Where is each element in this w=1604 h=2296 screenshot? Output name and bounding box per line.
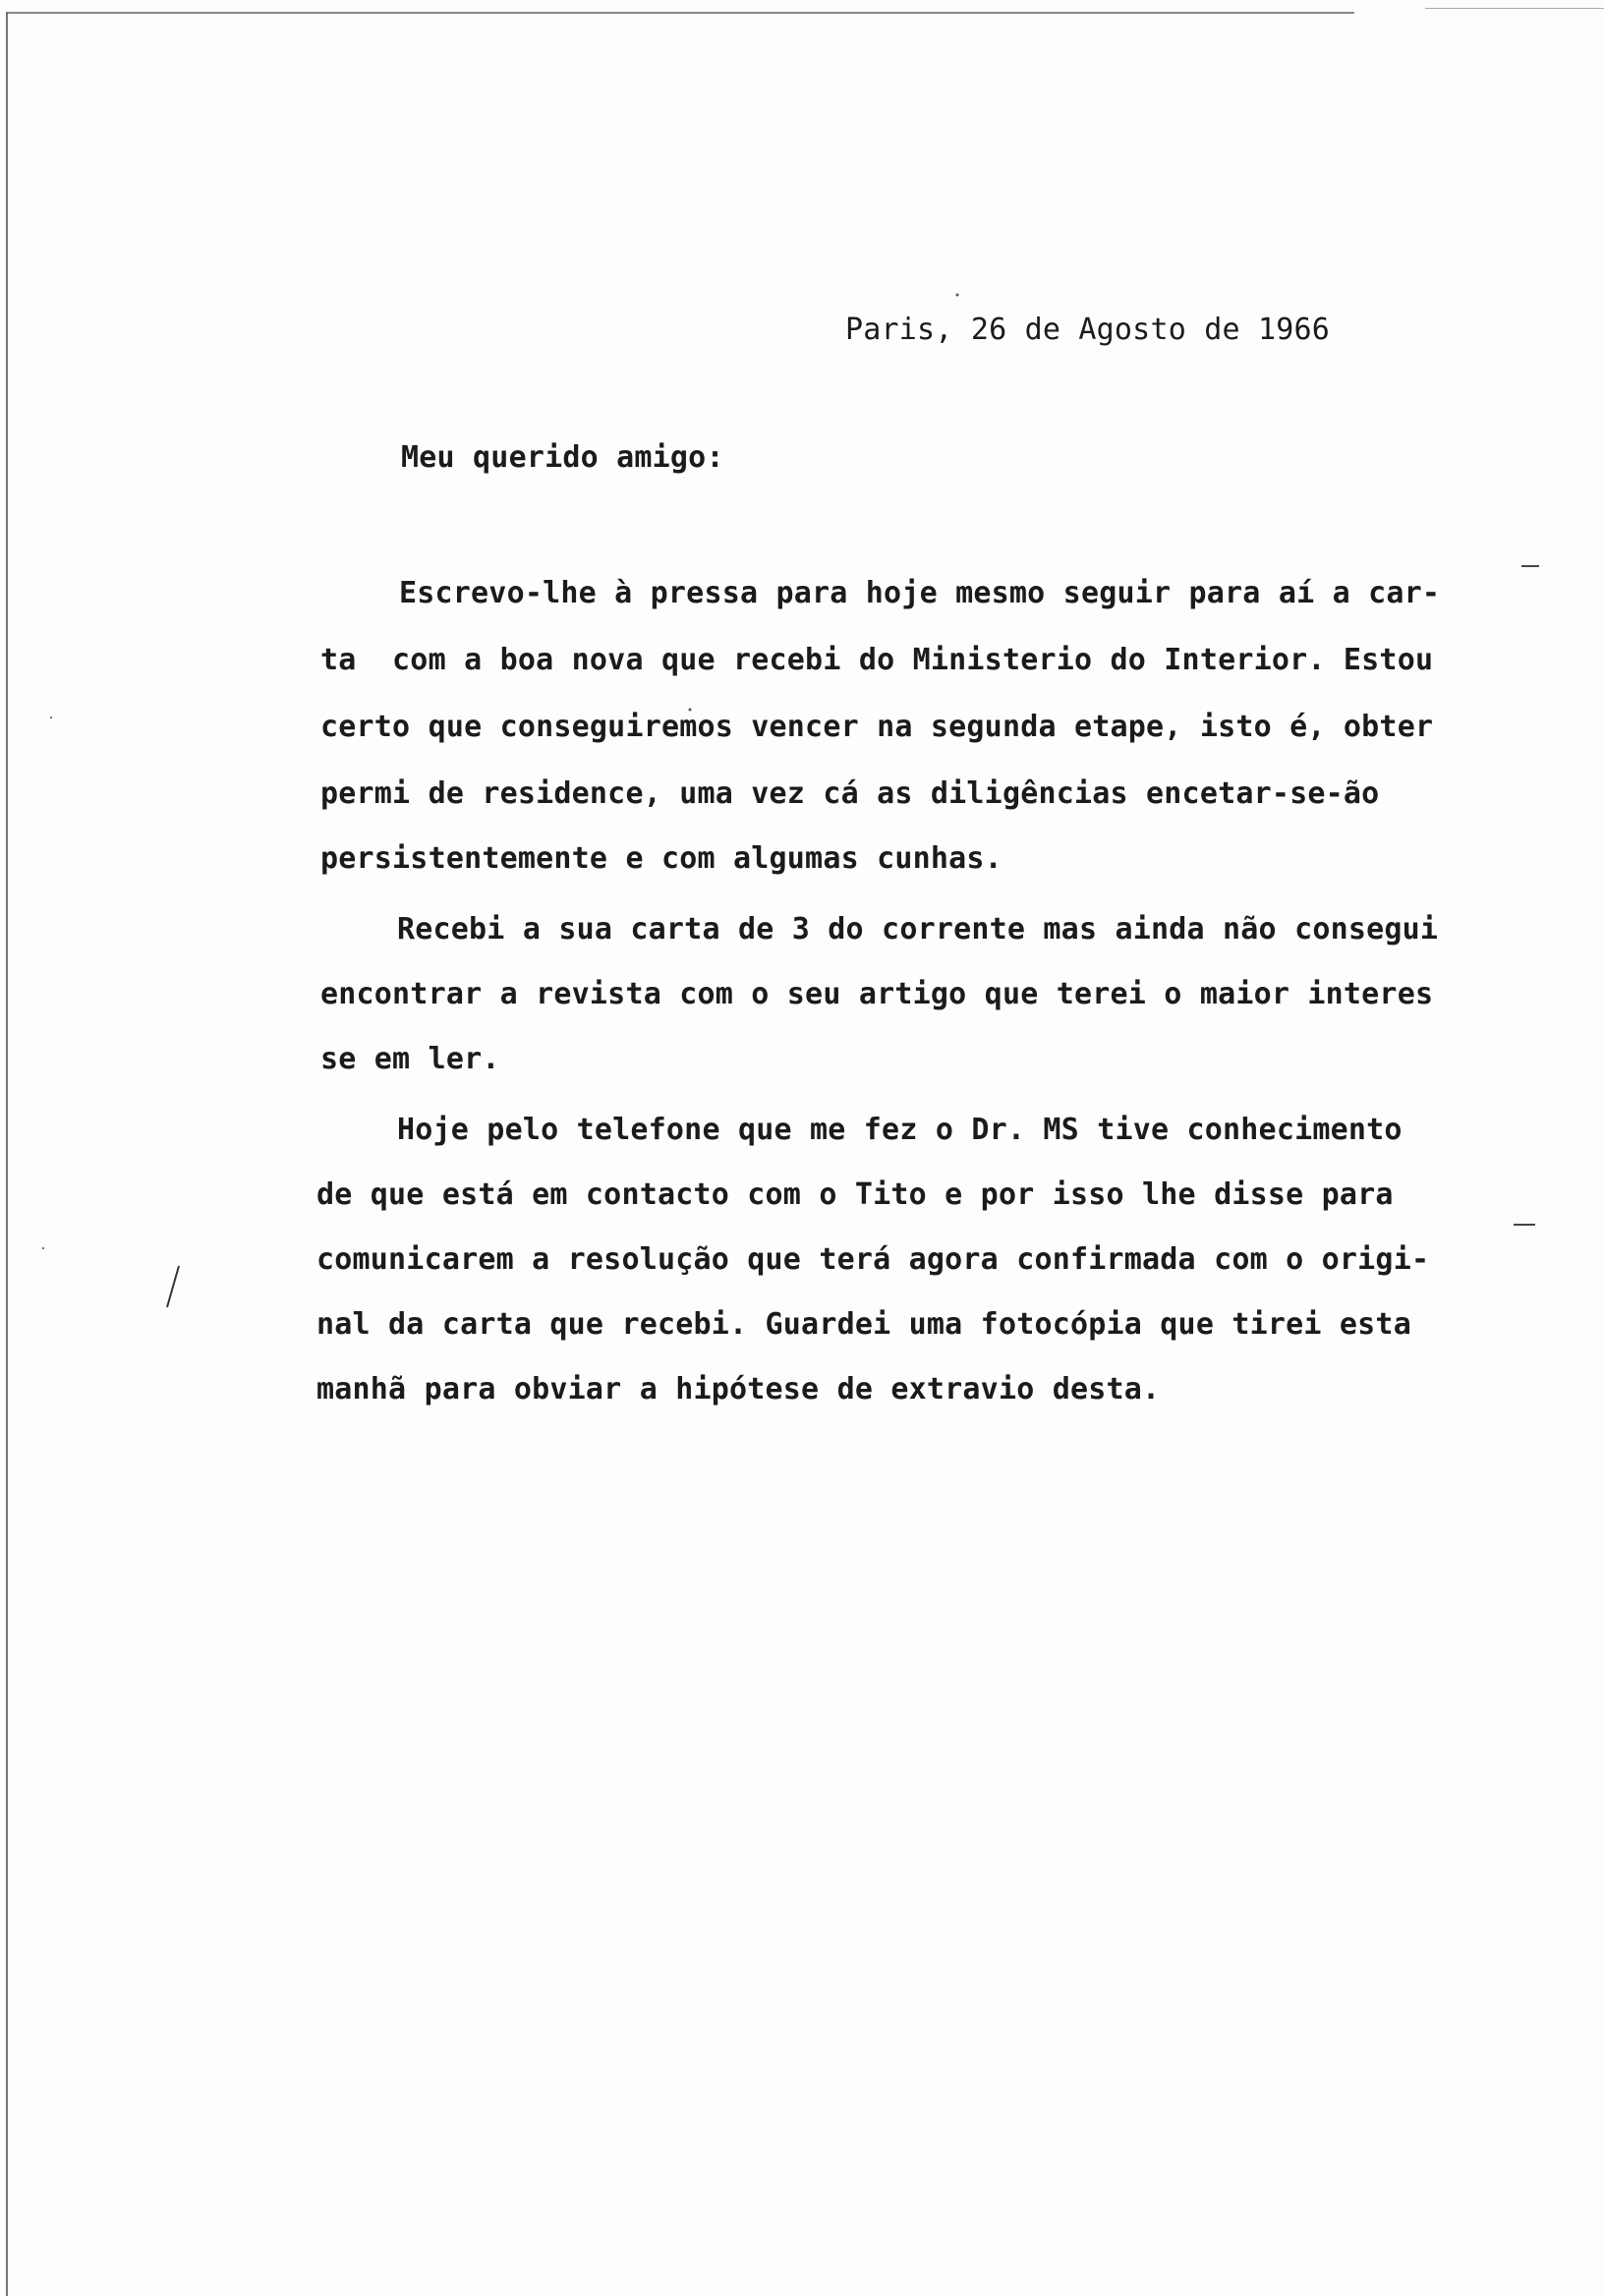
- paragraph-line: persistentemente e com algumas cunhas.: [320, 841, 1002, 876]
- paragraph-line: comunicarem a resolução que terá agora confirmada com o origi-: [316, 1242, 1430, 1277]
- paragraph-line: ta com a boa nova que recebi do Ministerio do Interior. Estou: [320, 643, 1434, 677]
- paragraph-line: de que está em contacto com o Tito e por isso lhe disse para: [316, 1177, 1394, 1212]
- paragraph-line: se em ler.: [320, 1042, 500, 1076]
- paragraph-line: certo que conseguiremos vencer na segunda etape, isto é, obter: [320, 710, 1434, 744]
- paragraph-line: Recebi a sua carta de 3 do corrente mas ainda não consegui: [397, 912, 1439, 947]
- letter-salutation: Meu querido amigo:: [401, 440, 724, 475]
- paragraph-line: nal da carta que recebi. Guardei uma fotocópia que tirei esta: [316, 1307, 1411, 1342]
- letter-date: Paris, 26 de Agosto de 1966: [845, 313, 1331, 347]
- paragraph-line: encontrar a revista com o seu artigo que terei o maior interes: [320, 977, 1434, 1011]
- paragraph-line: Hoje pelo telefone que me fez o Dr. MS tive conhecimento: [397, 1113, 1403, 1147]
- paragraph-line: manhã para obviar a hipótese de extravio desta.: [316, 1372, 1161, 1406]
- paragraph-line: Escrevo-lhe à pressa para hoje mesmo seguir para aí a car-: [399, 576, 1441, 610]
- paragraph-line: permi de residence, uma vez cá as diligências encetar-se-ão: [320, 776, 1380, 811]
